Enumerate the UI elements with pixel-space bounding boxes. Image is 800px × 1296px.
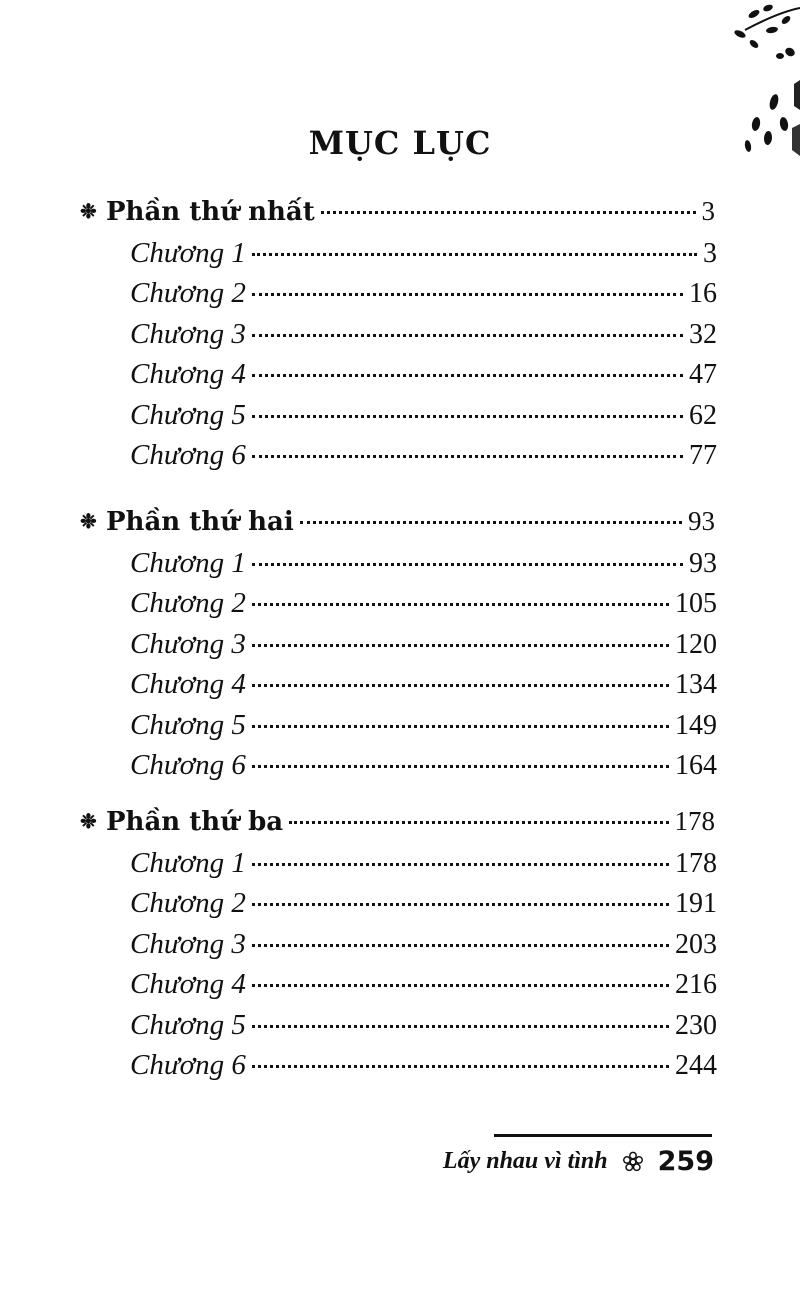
dot-leader <box>252 563 683 566</box>
dot-leader <box>252 374 683 377</box>
toc-chapter-page: 62 <box>689 399 717 431</box>
toc-chapter-label: Chương 3 <box>130 627 246 660</box>
toc-chapter-row <box>130 547 717 587</box>
toc-chapter-page: 244 <box>675 1050 717 1081</box>
toc-part-page: 178 <box>674 806 715 836</box>
toc-chapter-label: Chương 6 <box>130 439 246 471</box>
page-footer <box>443 1146 714 1177</box>
toc-chapter-label: Chương 1 <box>130 546 246 579</box>
toc-chapter-label: Chương 5 <box>130 708 246 741</box>
footer-rule <box>494 1134 712 1137</box>
toc-chapter-page: 120 <box>675 628 717 660</box>
toc-chapter-row <box>130 1009 717 1049</box>
toc-chapter-row <box>130 668 717 708</box>
dot-leader <box>252 293 683 296</box>
toc-chapter-page: 191 <box>675 888 717 919</box>
toc-chapter-page: 3 <box>703 237 717 269</box>
page-title: MỤC LỤC <box>308 124 492 162</box>
dot-leader <box>252 455 683 458</box>
toc-chapter-page: 149 <box>675 709 717 741</box>
dot-leader <box>252 944 669 947</box>
toc-part-page: 93 <box>688 506 715 536</box>
toc-chapter-row <box>130 399 717 439</box>
toc-chapter-label: Chương 1 <box>130 236 246 269</box>
page-number: 259 <box>657 1146 714 1177</box>
toc-chapter-row <box>130 439 717 479</box>
toc-chapter-label: Chương 5 <box>130 398 246 431</box>
toc-chapter-page: 47 <box>689 359 717 390</box>
dot-leader <box>252 603 669 606</box>
dot-leader <box>252 684 669 687</box>
toc-chapter-label: Chương 5 <box>130 1008 246 1041</box>
dot-leader <box>321 211 696 214</box>
toc-chapter-page: 32 <box>689 318 717 350</box>
toc-chapter-page: 93 <box>689 547 717 579</box>
dot-leader <box>300 521 682 524</box>
toc-chapter-page: 203 <box>675 928 717 960</box>
book-title: Lấy nhau vì tình <box>442 1148 608 1174</box>
toc-chapter-row <box>130 318 717 358</box>
toc-chapter-label: Chương 4 <box>130 358 246 390</box>
toc-chapter-row <box>130 749 717 789</box>
toc-part-row <box>80 506 715 546</box>
toc-chapter-row <box>130 928 717 968</box>
toc-chapter-row <box>130 887 717 927</box>
toc-chapter-label: Chương 6 <box>130 1049 246 1081</box>
toc-part-label: Phần thứ hai <box>106 507 294 537</box>
toc-chapter-row <box>130 277 717 317</box>
toc-chapter-label: Chương 2 <box>130 887 246 919</box>
toc-chapter-label: Chương 1 <box>130 846 246 879</box>
dot-leader <box>252 725 669 728</box>
toc-chapter-label: Chương 3 <box>130 317 246 350</box>
toc-part-row <box>80 196 715 236</box>
toc-part-row <box>80 806 715 846</box>
dot-leader <box>289 821 668 824</box>
dot-leader <box>252 644 669 647</box>
dot-leader <box>252 903 669 906</box>
toc-chapter-row <box>130 847 717 887</box>
dot-leader <box>252 1065 669 1068</box>
dot-leader <box>252 984 669 987</box>
toc-chapter-label: Chương 3 <box>130 927 246 960</box>
toc-chapter-page: 178 <box>675 847 717 879</box>
toc-chapter-label: Chương 2 <box>130 277 246 309</box>
toc-part-label: Phần thứ ba <box>106 807 284 837</box>
toc-chapter-page: 216 <box>675 969 717 1000</box>
toc-chapter-page: 164 <box>675 750 717 781</box>
toc-chapter-row <box>130 358 717 398</box>
toc-chapter-row <box>130 1049 717 1089</box>
toc-chapter-label: Chương 4 <box>130 668 246 700</box>
dot-leader <box>252 415 683 418</box>
toc-chapter-label: Chương 2 <box>130 587 246 619</box>
toc-chapter-row <box>130 709 717 749</box>
toc-chapter-page: 134 <box>675 669 717 700</box>
dot-leader <box>252 765 669 768</box>
toc-chapter-page: 16 <box>689 278 717 309</box>
dot-leader <box>252 334 683 337</box>
toc-chapter-row <box>130 628 717 668</box>
asterisk-flower-icon: ❉ <box>80 199 97 223</box>
toc-chapter-label: Chương 6 <box>130 749 246 781</box>
toc-chapter-row <box>130 237 717 277</box>
toc-part-page: 3 <box>701 196 715 226</box>
dot-leader <box>252 863 669 866</box>
dot-leader <box>252 1025 669 1028</box>
asterisk-flower-icon: ❉ <box>80 509 97 533</box>
dot-leader <box>252 253 697 256</box>
flower-icon <box>622 1151 644 1173</box>
asterisk-flower-icon: ❉ <box>80 809 97 833</box>
toc-chapter-row <box>130 968 717 1008</box>
toc-chapter-page: 230 <box>675 1009 717 1041</box>
toc-chapter-row <box>130 587 717 627</box>
toc-chapter-page: 77 <box>689 440 717 471</box>
toc-part-label: Phần thứ nhất <box>106 197 315 227</box>
toc-chapter-label: Chương 4 <box>130 968 246 1000</box>
toc-chapter-page: 105 <box>675 588 717 619</box>
